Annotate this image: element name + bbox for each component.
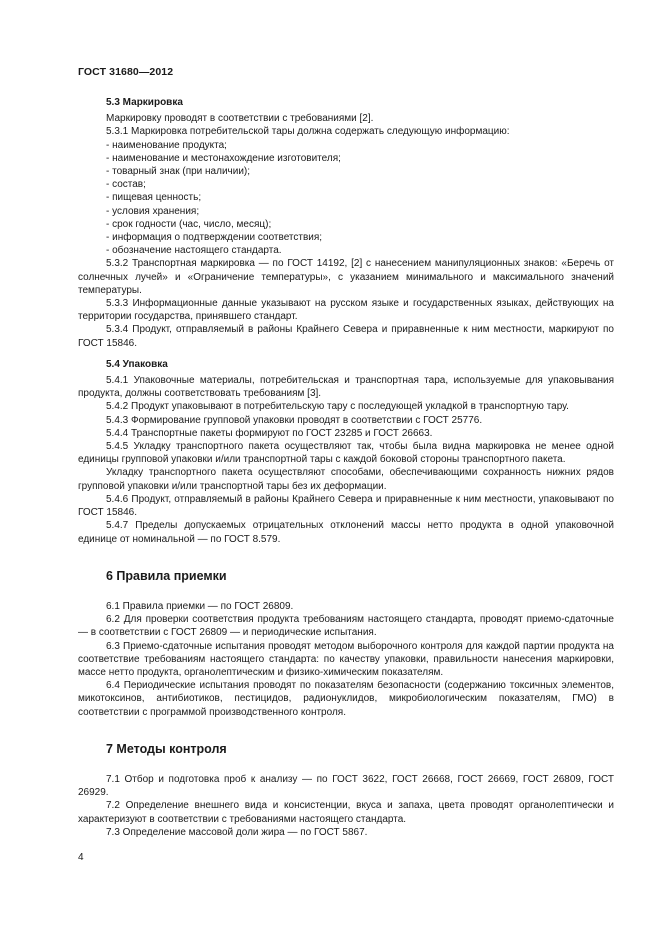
paragraph: 7.3 Определение массовой доли жира — по ГОСТ 5867. [106, 826, 368, 838]
list-item: - обозначение настоящего стандарта. [106, 245, 282, 257]
paragraph: 7.2 Определение внешнего вида и консистенции, вкуса и запаха, цвета проводят органолептически и характеризуют в соответствии с требованиями настоящего стандарта. [78, 800, 614, 825]
paragraph: 5.3.4 Продукт, отправляемый в районы Крайнего Севера и приравненные к ним местности, маркируют по ГОСТ 15846. [78, 324, 614, 349]
paragraph: 7.1 Отбор и подготовка проб к анализу — по ГОСТ 3622, ГОСТ 26668, ГОСТ 26669, ГОСТ 26809, ГОСТ 26929. [78, 773, 614, 799]
list-item: - наименование продукта; [106, 139, 227, 151]
section-gap [78, 350, 614, 358]
paragraph: 5.4.5 Укладку транспортного пакета осуществляют так, чтобы была видна маркировка не менее одной единицы групповой упаковки и/или транспортной тары с каждой боковой стороны транспортного пакета. [78, 441, 614, 466]
paragraph: 5.3.1 Маркировка потребительской тары должна содержать следующую информацию: [106, 126, 510, 138]
paragraph: 5.4.4 Транспортные пакеты формируют по ГОСТ 23285 и ГОСТ 26663. [106, 427, 433, 439]
section-heading: 6 Правила приемки [106, 568, 227, 583]
paragraph: 6.2 Для проверки соответствия продукта требованиям настоящего стандарта, проводят приемо-сдаточные — в соответствии с ГОСТ 26809 — и периодические испытания. [78, 614, 614, 639]
paragraph: Маркировку проводят в соответствии с требованиями [2]. [106, 113, 374, 125]
document-header: ГОСТ 31680—2012 [78, 66, 174, 78]
paragraph: 6.1 Правила приемки — по ГОСТ 26809. [106, 600, 294, 612]
paragraph: 5.3.3 Информационные данные указывают на русском языке и государственных языках, действующих на территории государства, принявшего стандарт. [78, 298, 614, 323]
paragraph: 6.4 Периодические испытания проводят по показателям безопасности (содержанию токсичных элементов, микотоксинов, антибиотиков, пестицидов, радионуклидов, микробиологическим показателям, ГМО) в соответствии с программой производственного контроля. [78, 680, 614, 718]
page-number: 4 [78, 852, 84, 863]
list-item: - информация о подтверждении соответствия; [106, 232, 323, 244]
subsection-heading: 5.3 Маркировка [106, 97, 183, 108]
paragraph: Укладку транспортного пакета осуществляют способами, обеспечивающими сохранность нижних рядов групповой упаковки и/или транспортной тары без их деформации. [78, 467, 614, 492]
paragraph: 5.4.7 Пределы допускаемых отрицательных отклонений массы нетто продукта в одной упаковочной единице от номинальной — по ГОСТ 8.579. [78, 520, 614, 545]
list-item: - наименование и местонахождение изготовителя; [106, 152, 341, 164]
document-body [78, 96, 614, 839]
list-item: - товарный знак (при наличии); [106, 166, 251, 178]
list-item: - состав; [106, 179, 146, 191]
paragraph: 5.3.2 Транспортная маркировка — по ГОСТ 14192, [2] с нанесением манипуляционных знаков: «Беречь от солнечных лучей» и «Ограничение температуры», с указанием минимального и максимального значений температуры. [78, 258, 614, 296]
subsection-heading: 5.4 Упаковка [106, 358, 168, 370]
list-item: - пищевая ценность; [106, 192, 202, 204]
list-item: - срок годности (час, число, месяц); [106, 218, 272, 230]
list-item: - условия хранения; [106, 205, 200, 217]
section-heading: 7 Методы контроля [106, 741, 227, 756]
paragraph: 5.4.1 Упаковочные материалы, потребительская и транспортная тара, используемые для упаковывания продукта, должны соответствовать требованиям [3]. [78, 375, 614, 400]
paragraph: 6.3 Приемо-сдаточные испытания проводят методом выборочного контроля для каждой партии продукта на соответствие требованиям настоящего стандарта: по качеству упаковки, правильности нанесения маркировки, массе нетто продукта, органолептическим и физико-химическим показателям. [78, 640, 614, 678]
paragraph: 5.4.3 Формирование групповой упаковки проводят в соответствии с ГОСТ 25776. [106, 414, 483, 426]
paragraph: 5.4.2 Продукт упаковывают в потребительскую тару с последующей укладкой в транспортную тару. [106, 401, 569, 413]
paragraph: 5.4.6 Продукт, отправляемый в районы Крайнего Севера и приравненные к ним местности, упаковывают по ГОСТ 15846. [78, 493, 614, 519]
